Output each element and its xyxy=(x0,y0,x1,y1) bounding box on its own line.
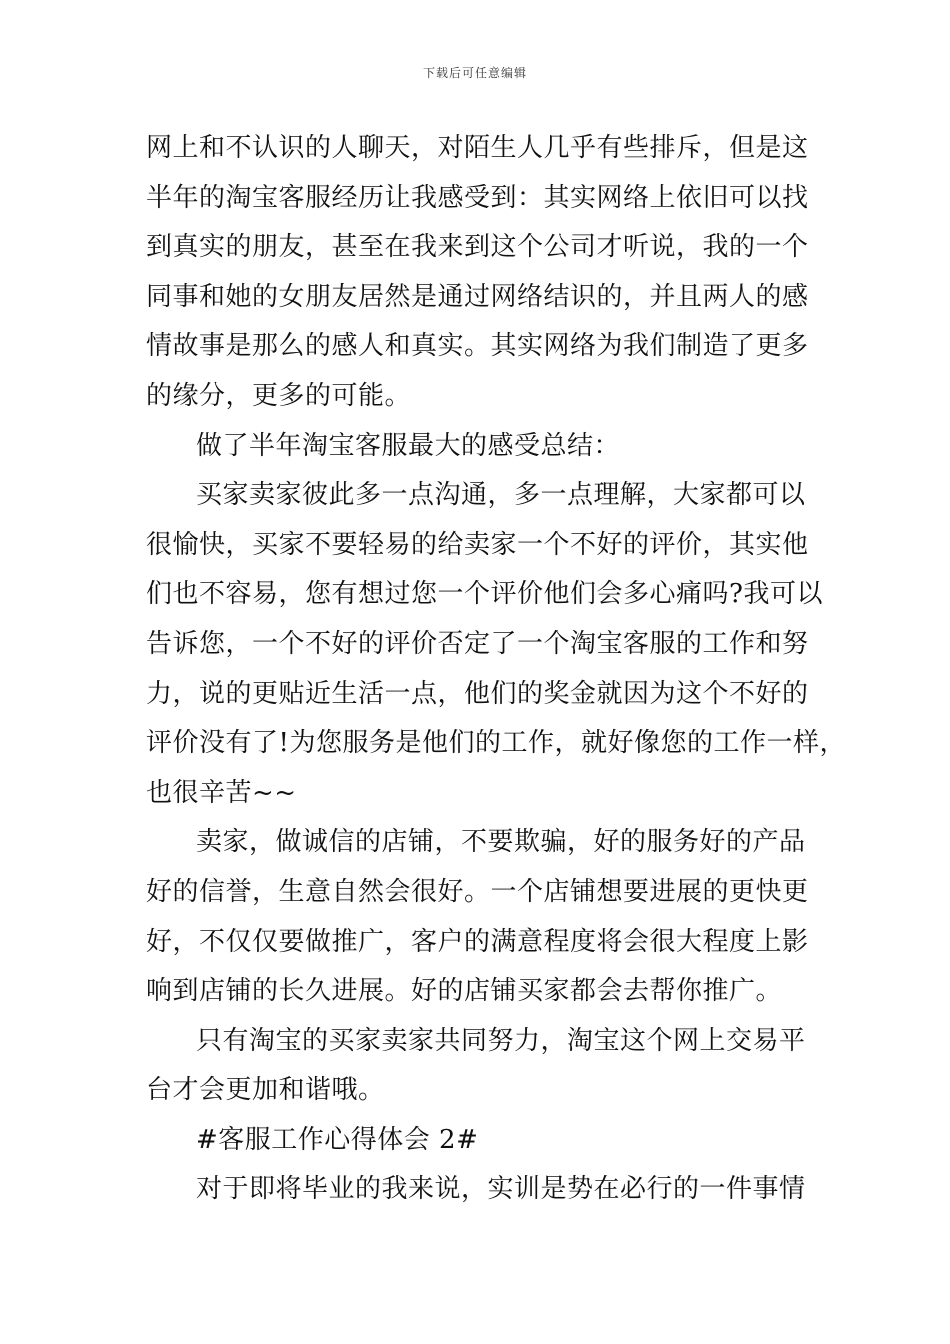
page-header: 下载后可任意编辑 xyxy=(422,66,527,80)
text-line: 也很辛苦~~ xyxy=(146,777,297,808)
text-line: 响到店铺的长久进展。好的店铺买家都会去帮你推广。 xyxy=(146,976,783,1007)
text-line: 好，不仅仅要做推广，客户的满意程度将会很大程度上影 xyxy=(146,926,809,957)
text-line: 到真实的朋友，甚至在我来到这个公司才听说，我的一个 xyxy=(146,232,809,263)
text-line: 同事和她的女朋友居然是通过网络结识的，并且两人的感 xyxy=(146,281,809,312)
text-line: 做了半年淘宝客服最大的感受总结： xyxy=(196,430,621,461)
text-line: 对于即将毕业的我来说，实训是势在必行的一件事情 xyxy=(196,1174,806,1205)
text-line: 好的信誉，生意自然会很好。一个店铺想要进展的更快更 xyxy=(146,876,809,907)
text-line: 只有淘宝的买家卖家共同努力，淘宝这个网上交易平 xyxy=(196,1025,806,1056)
text-line: 网上和不认识的人聊天，对陌生人几乎有些排斥，但是这 xyxy=(146,133,809,163)
text-line: 情故事是那么的感人和真实。其实网络为我们制造了更多 xyxy=(146,331,809,362)
text-line: 台才会更加和谐哦。 xyxy=(146,1075,385,1106)
text-line: 买家卖家彼此多一点沟通，多一点理解，大家都可以 xyxy=(196,480,806,511)
document-body xyxy=(146,124,846,1215)
text-line: 们也不容易，您有想过您一个评价他们会多心痛吗?我可以 xyxy=(146,579,823,610)
text-line: 卖家，做诚信的店铺，不要欺骗，好的服务好的产品 xyxy=(196,827,806,858)
text-line: 的缘分，更多的可能。 xyxy=(146,380,412,411)
text-line: 半年的淘宝客服经历让我感受到：其实网络上依旧可以找 xyxy=(146,182,809,213)
text-line: 评价没有了!为您服务是他们的工作，就好像您的工作一样， xyxy=(146,728,846,759)
text-line: 很愉快，买家不要轻易的给卖家一个不好的评价，其实他 xyxy=(146,529,809,560)
text-line: 力，说的更贴近生活一点，他们的奖金就因为这个不好的 xyxy=(146,678,809,709)
text-line: 告诉您，一个不好的评价否定了一个淘宝客服的工作和努 xyxy=(146,628,809,659)
text-line: #客服工作心得体会 2# xyxy=(196,1124,479,1155)
